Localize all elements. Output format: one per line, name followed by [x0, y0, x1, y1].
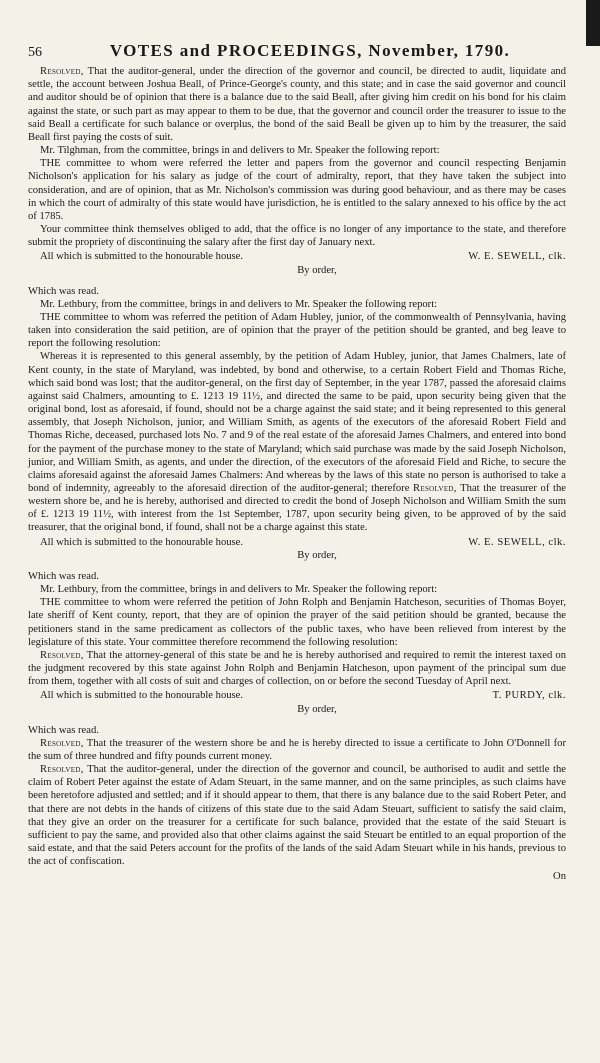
tilghman-intro: Mr. Tilghman, from the committee, brings in and delivers to Mr. Speaker the following report: — [40, 145, 440, 157]
hubley-report: THE committee to whom was referred the petition of Adam Hubley, junior, of the commonwealth of Pennsylvania, having taken into consideration the said petition, are of opinion that the prayer of the petition should be granted, and beg leave to report the following resolution: — [28, 311, 566, 350]
signature-line: All which is submitted to the honourable house. W. E. SEWELL, clk. — [40, 251, 566, 263]
clerk-name: T. PURDY, clk. — [492, 690, 566, 702]
which-was-read: Which was read. — [28, 570, 99, 582]
document-page — [28, 41, 566, 884]
lethbury-intro: Mr. Lethbury, from the committee, brings in and delivers to Mr. Speaker the following report: — [40, 298, 438, 310]
resolved-lead: Resolved, — [413, 483, 457, 494]
by-order: By order, — [297, 549, 337, 561]
page-number: 56 — [28, 45, 42, 60]
by-order: By order, — [297, 703, 337, 715]
which-was-read: Which was read. — [28, 724, 99, 736]
by-order: By order, — [297, 264, 337, 276]
nicholson-report-addendum: Your committee think themselves obliged to add, that the office is no longer of any importance to the state, and therefore submit the propriety of discontinuing the salary after the first day of January next. — [28, 224, 566, 249]
hubley-whereas: Whereas it is represented to this general assembly, by the petition of Adam Hubley, junior, that James Chalmers, late of Kent county, in the state of Maryland, was indebted, by bond and otherwise, to a certain Robert Field and Thomas Riche, which said bond was lost; that the auditor-general, on the first day of September, in the year 1787, passed the aforesaid claims against said Chalmers, amounting to £. 1213 19 11½, and directed the same to be paid, upon security being given that the original bond, lost as aforesaid, if found, should not be a charge against the said state; and it being represented to this general assembly, that Joseph Nicholson, junior, and William Smith, as agents of the executors of the aforesaid Robert Field and Thomas Riche, deceased, purchased lots No. 7 and 9 of the real estate of the aforesaid James Chalmers, and entered into bond for the payment of the purchase money to the state of Maryland; which said purchase was made by the said Joseph Nicholson, junior, and William Smith, as agents, and under the direction, of the executors of the aforesaid Field and Riche, to secure the claims aforesaid against the aforesaid James Chalmers: And whereas by the laws of this state no person is authorised to take a bond of indemnity, agreeably to the aforesaid direction of the auditor-general; therefore Resolved, That the treasurer of the western shore be, and he is hereby, authorised and directed to credit the bond of Joseph Nicholson and William Smith the sum of £. 1213 19 11½, with interest from the 1st September, 1787, upon security being given, to be approved of by the said treasurer, that the original bond, if found, shall not be a charge against this state. — [28, 351, 566, 534]
signature-line: All which is submitted to the honourable house. T. PURDY, clk. — [40, 690, 566, 702]
resolved-lead: Resolved, — [40, 764, 84, 776]
resolution-peter: Resolved, That the auditor-general, under the direction of the governor and council, be authorised to audit and settle the claim of Robert Peter against the estate of Adam Steuart, in the same manner, and on the same principles, as such claims have been heretofore adjusted and settled; and if it should appear to them, that there is any balance due to the said Robert Peter, and that there are not debts in the hands of citizens of this state due to the said Adam Steuart, sufficient to satisfy the said claim, that they give an order on the treasurer for a certificate for such balance, provided that the estate of the said Steuart is sufficient to pay the same, and provided also that other claims against the said Steuart be entitled to an equal proportion of the said estate, and that the said Peters account for the profits of the lands of the said Adam Steuart while in his hands, previous to the act of confiscation. — [28, 764, 566, 868]
lethbury-intro: Mr. Lethbury, from the committee, brings in and delivers to Mr. Speaker the following report: — [40, 584, 438, 596]
resolved-lead: Resolved, — [40, 649, 84, 661]
resolved-lead: Resolved, — [40, 737, 84, 749]
resolved-lead: Resolved, — [40, 66, 84, 78]
which-was-read: Which was read. — [28, 285, 99, 297]
clerk-name: W. E. SEWELL, clk. — [468, 251, 566, 263]
signature-line: All which is submitted to the honourable house. W. E. SEWELL, clk. — [40, 536, 566, 548]
resolution-attorney-general: Resolved, That the attorney-general of this state be and he is hereby authorised and required to remit the interest taxed on the judgment recovered by this state against John Rolph and Benjamin Hatcheson, upon payment of the principal sum due from them, together with all costs of suit and charges of collection, on or before the second Tuesday of April next. — [28, 649, 566, 688]
catchword: On — [553, 871, 566, 883]
clerk-name: W. E. SEWELL, clk. — [468, 536, 566, 548]
page-edge-mark — [586, 0, 600, 46]
nicholson-report: THE committee to whom were referred the letter and papers from the governor and council respecting Benjamin Nicholson's application for his salary as judge of the court of admiralty, report, that they have taken the subject into consideration, and are of opinion, that as Mr. Nicholson's commission was during good behaviour, and as there may be cases in which the court of admiralty of this state would have jurisdiction, he is entitled to the salary annexed to his office by the act of 1785. — [28, 158, 566, 222]
resolution-beall: Resolved, That the auditor-general, under the direction of the governor and council, be directed to audit, liquidate and settle, the account between Joshua Beall, of Prince-George's county, and this state; and in case the said governor and council and auditor should be of opinion that there is a balance due to the said Beall, after giving him credit on his bond for his claim against the state, or such part as may appear to them to be due, that the governor and council order the treasurer to issue to the said Beall a certificate for such balance or overplus, the bond of the said Beall be given up to him by the treasurer, the said Beall first paying the costs of suit. — [28, 66, 566, 143]
page-header — [28, 41, 566, 60]
rolph-report: THE committee to whom were referred the petition of John Rolph and Benjamin Hatcheson, securities of Thomas Boyer, late sheriff of Kent county, report, that they are of opinion the prayer of the said petition should be granted, because the petitioners stand in the same predicament as collectors of the public taxes, who have been relieved from interest by the legislature of this state. Your committee therefore recommend the following resolution: — [28, 597, 566, 648]
running-title: VOTES and PROCEEDINGS, November, 1790. — [109, 41, 511, 60]
resolution-odonnell: Resolved, That the treasurer of the western shore be and he is hereby directed to issue a certificate to John O'Donnell for the sum of three hundred and fifty pounds current money. — [28, 737, 566, 762]
